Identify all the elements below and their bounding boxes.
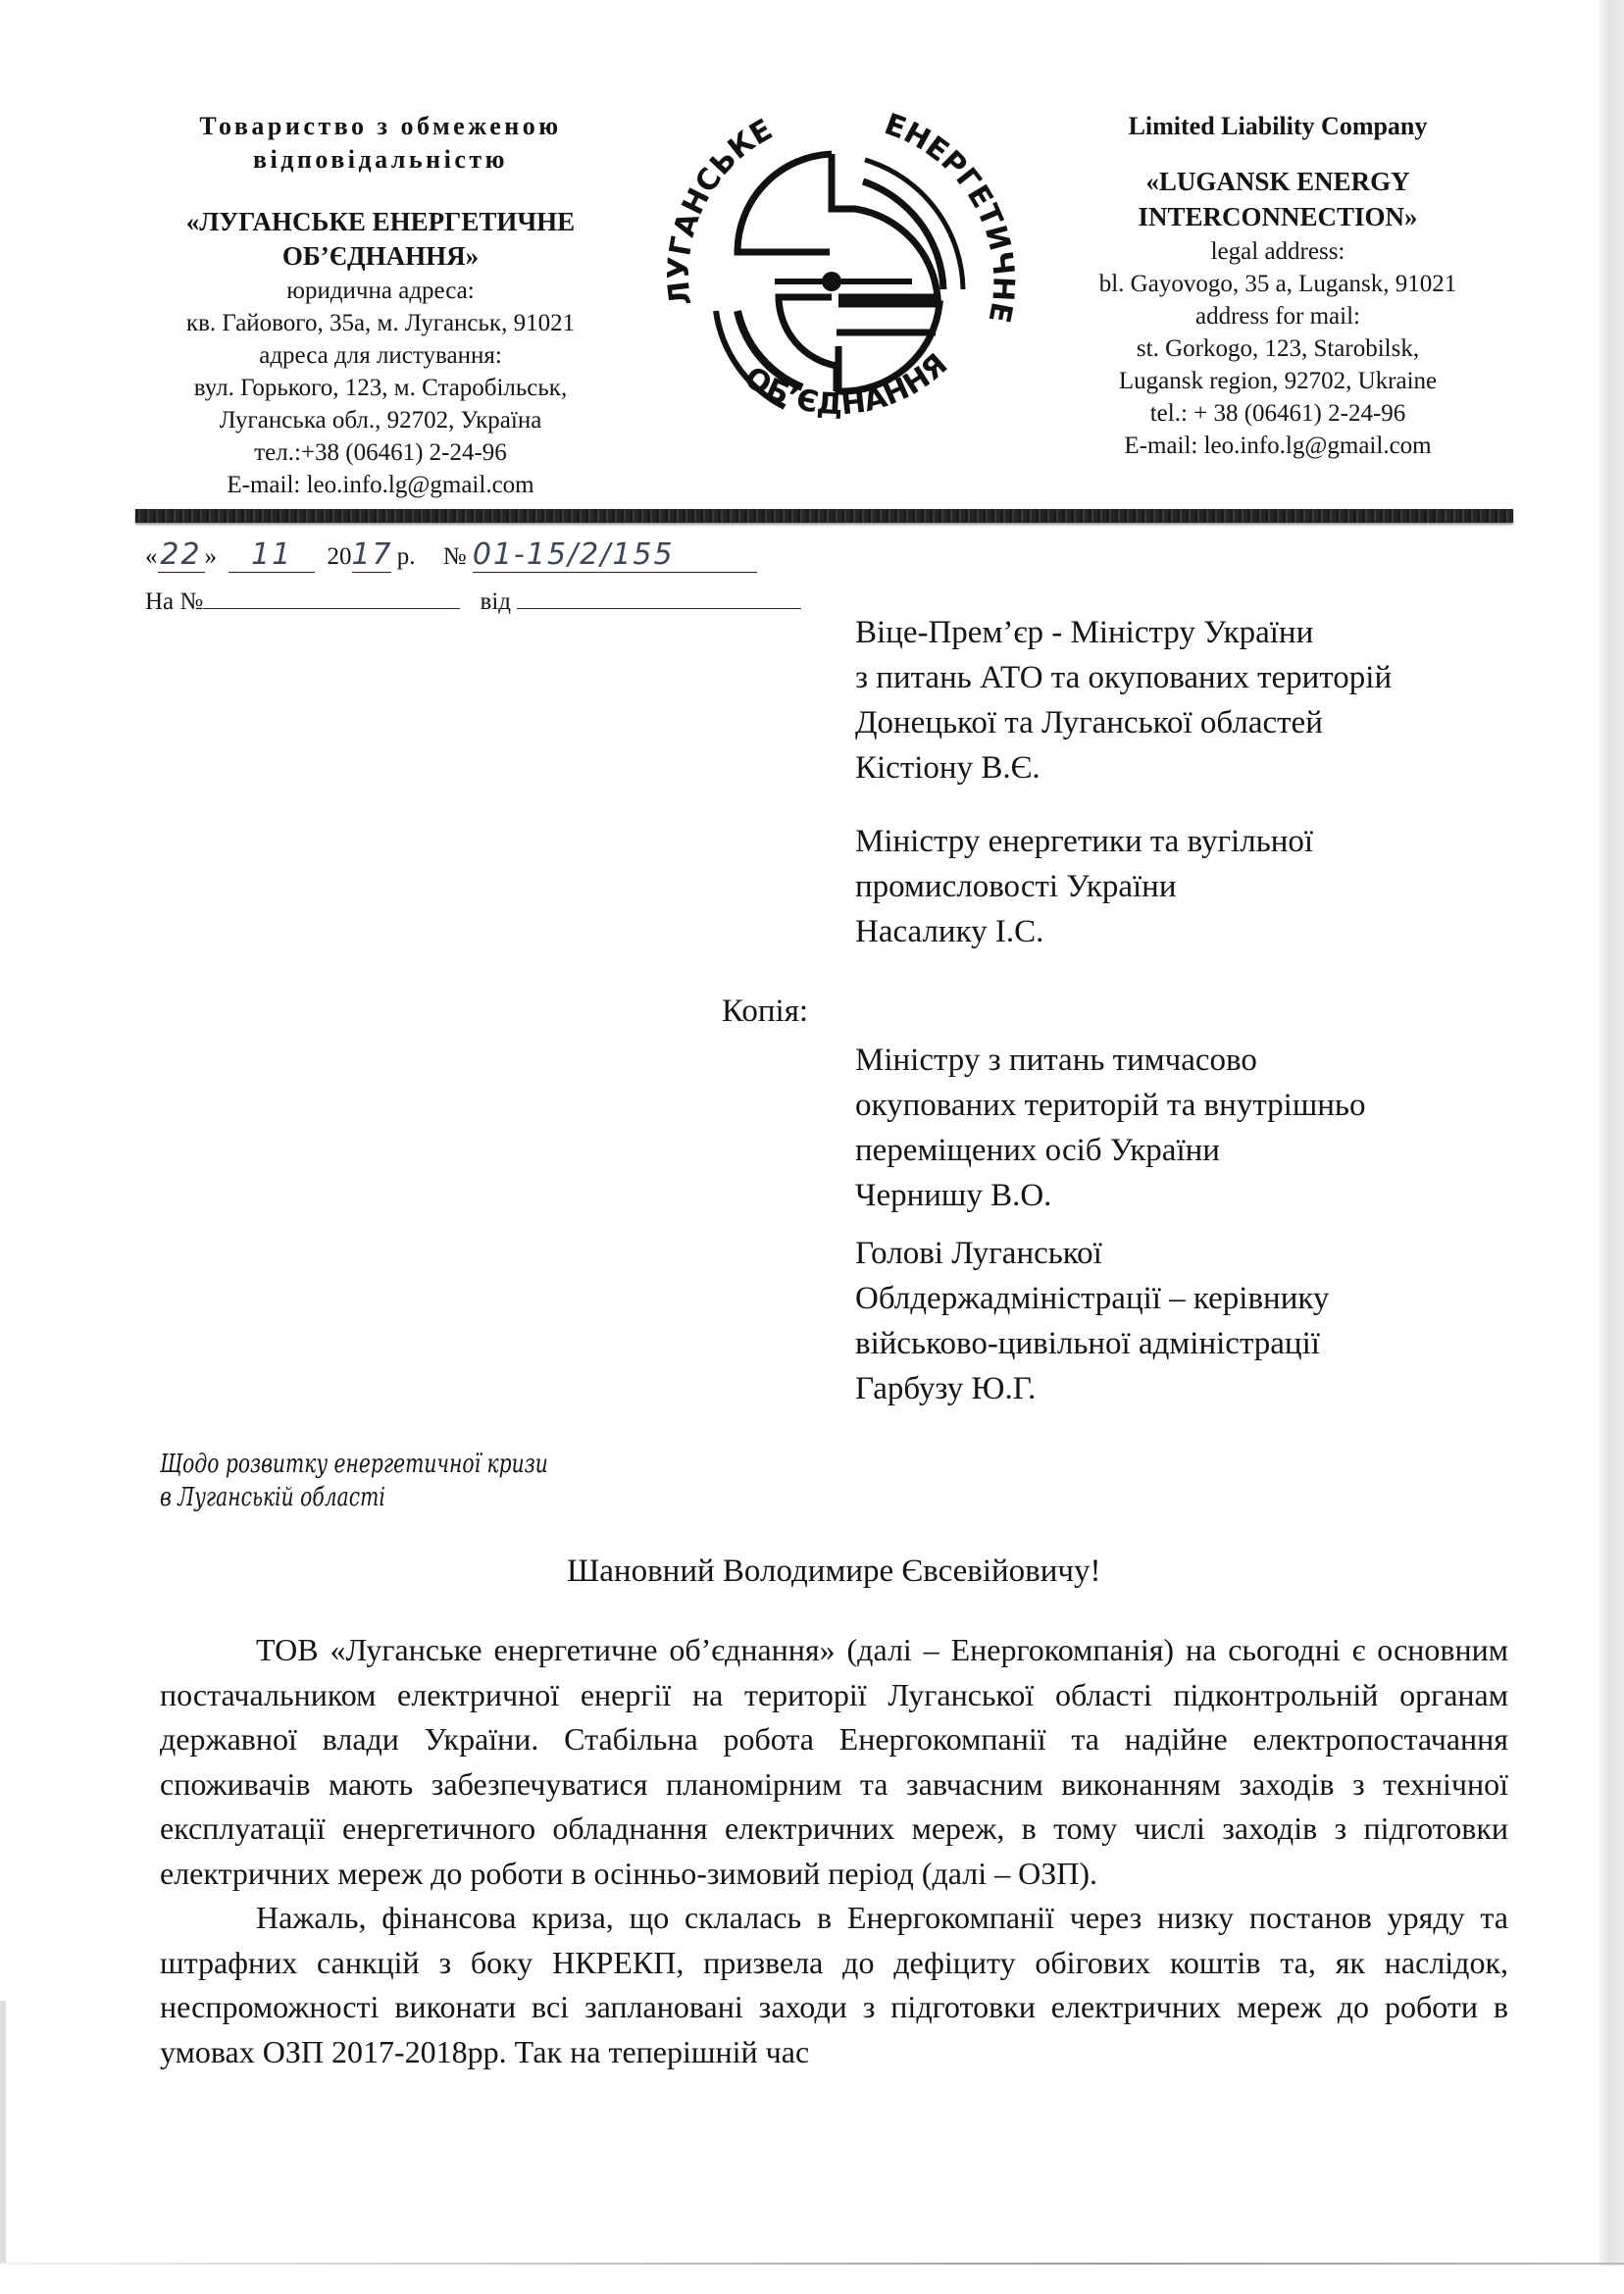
svg-text:ОБ’ЄДНАННЯ [738,347,955,422]
svg-text:ЕНЕРГЕТИЧНЕ [880,107,1020,326]
logo-text-right: ЕНЕРГЕТИЧНЕ [880,107,1021,326]
org-form-line1: Товариство з обмеженою [199,112,562,140]
phone: тел.:+38 (06461) 2-24-96 [254,438,507,466]
legal-address: кв. Гайового, 35а, м. Луганськ, 91021 [185,309,576,336]
letterhead-english [1047,110,1508,462]
company-name-en-line1: «LUGANSK ENERGY [1145,167,1410,197]
phone-en: tel.: + 38 (06461) 2-24-96 [1149,399,1406,427]
letter-subject: Щодо розвитку енергетичної кризи в Луганській області [160,1450,548,1512]
mail-address-line2: Луганська обл., 92702, Україна [219,406,542,433]
mail-address-en-line2: Lugansk region, 92702, Ukraine [1118,367,1438,394]
date-month-field: 11 [228,537,315,573]
mail-address-label: адреса для листування: [259,341,502,369]
date-year-field: 17 [351,537,393,572]
mail-address-en-line1: st. Gorkogo, 123, Starobilsk, [1136,334,1420,362]
legal-address-label: юридична адреса: [286,277,475,304]
reply-to-date-field [517,585,801,609]
body-paragraph: Нажаль, фінансова криза, що склалась в Енергокомпанії через низку постанов уряду та штрафних санкцій з боку НКРЕКП, призвела до дефіциту обігових коштів та, як наслідок, неспроможності виконати всі заплановані заходи з підготовки електричних мереж до роботи в умовах ОЗП 2017-2018рр. Так на теперішній час [160,1900,1508,2069]
company-name-line2: ОБ’ЄДНАННЯ» [281,241,480,272]
incoming-reference-line: На № від [145,585,801,616]
salutation: Шановний Володимире Євсевійовичу! [567,1554,1101,1589]
outgoing-registration-line: «22 » 11 2017 р. № 01-15/2/155 [145,537,757,573]
legal-address-en: bl. Gayovogo, 35 a, Lugansk, 91021 [1098,270,1457,297]
org-form-en: Limited Liability Company [1128,112,1428,140]
reply-to-number-field [203,585,460,609]
company-name-line1: «ЛУГАНСЬКЕ ЕНЕРГЕТИЧНЕ [185,206,576,236]
email-en: E-mail: leo.info.lg@gmail.com [1124,432,1432,459]
body-paragraph: ТОВ «Луганське енергетичне об’єднання» (далі – Енергокомпанія) на сьогодні є основним постачальником електричної енергії на території Луганської області підконтрольній органам державної влади України. Стабільна робота Енергокомпанії та надійне електропостачання споживачів мають забезпечуватися планомірним та завчасним виконанням заходів з технічної експлуатації енергетичного обладнання електричних мереж, в тому числі заходів з підготовки електричних мереж до роботи в осінньо-зимовий період (далі – ОЗП). [160,1632,1508,1891]
date-day-field: 22 [158,537,205,573]
logo-text-top: ЛУГАНСЬКЕ [661,112,779,308]
outgoing-number-field: 01-15/2/155 [473,537,757,573]
recipient-2: Міністру енергетики та вугільної промисловості України Насалику І.С. [855,824,1314,949]
svg-text:ЛУГАНСЬКЕ [662,113,779,307]
company-logo [637,93,1040,446]
logo-text-bottom: ОБ’ЄДНАННЯ [737,347,955,423]
legal-address-label-en: legal address: [1210,237,1345,265]
scan-edge-bottom [0,2263,1624,2265]
company-name-en-line2: INTERCONNECTION» [1138,201,1418,231]
copy-recipient-1: Міністру з питань тимчасово окупованих територій та внутрішньо переміщених осіб України Чернишу В.О. [855,1043,1366,1213]
org-form-line2: відповідальністю [252,145,509,175]
copy-label: Копія: [722,994,809,1029]
email: E-mail: leo.info.lg@gmail.com [227,471,534,498]
scan-edge-right [1599,0,1624,2266]
copy-recipient-2: Голові Луганської Облдержадміністрації – керівнику військово-цивільної адміністрації Гарбузу Ю.Г. [855,1236,1330,1406]
letter-body [160,1628,1508,2074]
mail-address-label-en: address for mail: [1194,302,1360,330]
letterhead-ukrainian [126,110,635,501]
letterhead-divider [135,509,1513,523]
recipient-1: Віце-Прем’єр - Міністру України з питань АТО та окупованих територій Донецької та Луганської областей Кістіону В.Є. [855,615,1393,786]
mail-address-line1: вул. Горького, 123, м. Старобільськ, [193,374,568,401]
scan-edge-left [0,2001,6,2264]
